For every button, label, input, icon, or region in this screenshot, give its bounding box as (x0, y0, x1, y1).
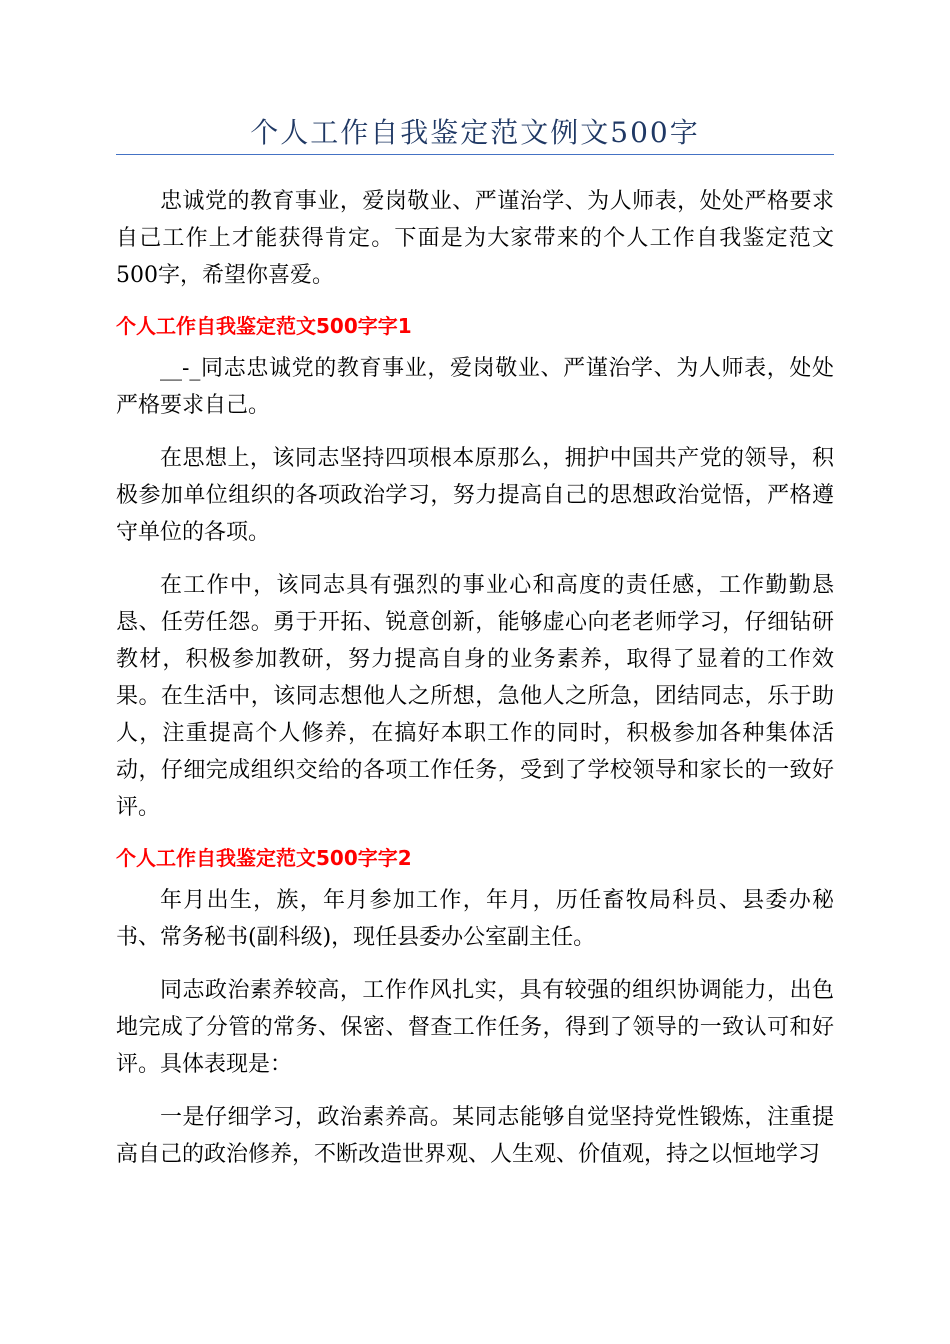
section-2-paragraph-3: 一是仔细学习，政治素养高。某同志能够自觉坚持党性锻炼，注重提高自己的政治修养，不断改造世界观、人生观、价值观，持之以恒地学习 (116, 1105, 834, 1167)
section-2-paragraph-2: 同志政治素养较高，工作作风扎实，具有较强的组织协调能力，出色地完成了分管的常务、保密、督查工作任务，得到了领导的一致认可和好评。具体表现是： (116, 978, 834, 1077)
document-page (116, 112, 834, 1189)
section-1-paragraph-3: 在工作中，该同志具有强烈的事业心和高度的责任感，工作勤勤恳恳、任劳任怨。勇于开拓、锐意创新，能够虚心向老老师学习，仔细钻研教材，积极参加教研，努力提高自身的业务素养，取得了显着的工作效果。在生活中，该同志想他人之所想，急他人之所急，团结同志，乐于助人，注重提高个人修养，在搞好本职工作的同时，积极参加各种集体活动，仔细完成组织交给的各项工作任务，受到了学校领导和家长的一致好评。 (116, 573, 834, 820)
intro-paragraph: 忠诚党的教育事业，爱岗敬业、严谨治学、为人师表，处处严格要求自己工作上才能获得肯定。下面是为大家带来的个人工作自我鉴定范文500字，希望你喜爱。 (116, 189, 834, 288)
section-heading-1: 个人工作自我鉴定范文500字字1 (116, 314, 412, 338)
document-title: 个人工作自我鉴定范文例文500字 (250, 116, 700, 149)
section-1-paragraph-2: 在思想上，该同志坚持四项根本原那么，拥护中国共产党的领导，积极参加单位组织的各项政治学习，努力提高自己的思想政治觉悟，严格遵守单位的各项。 (116, 446, 834, 545)
section-1-paragraph-1: __-_同志忠诚党的教育事业，爱岗敬业、严谨治学、为人师表，处处严格要求自己。 (116, 356, 834, 418)
section-2-paragraph-1: 年月出生，族，年月参加工作，年月，历任畜牧局科员、县委办秘书、常务秘书(副科级)，现任县委办公室副主任。 (116, 888, 834, 950)
section-heading-2: 个人工作自我鉴定范文500字字2 (116, 846, 412, 870)
title-underline (116, 154, 834, 155)
